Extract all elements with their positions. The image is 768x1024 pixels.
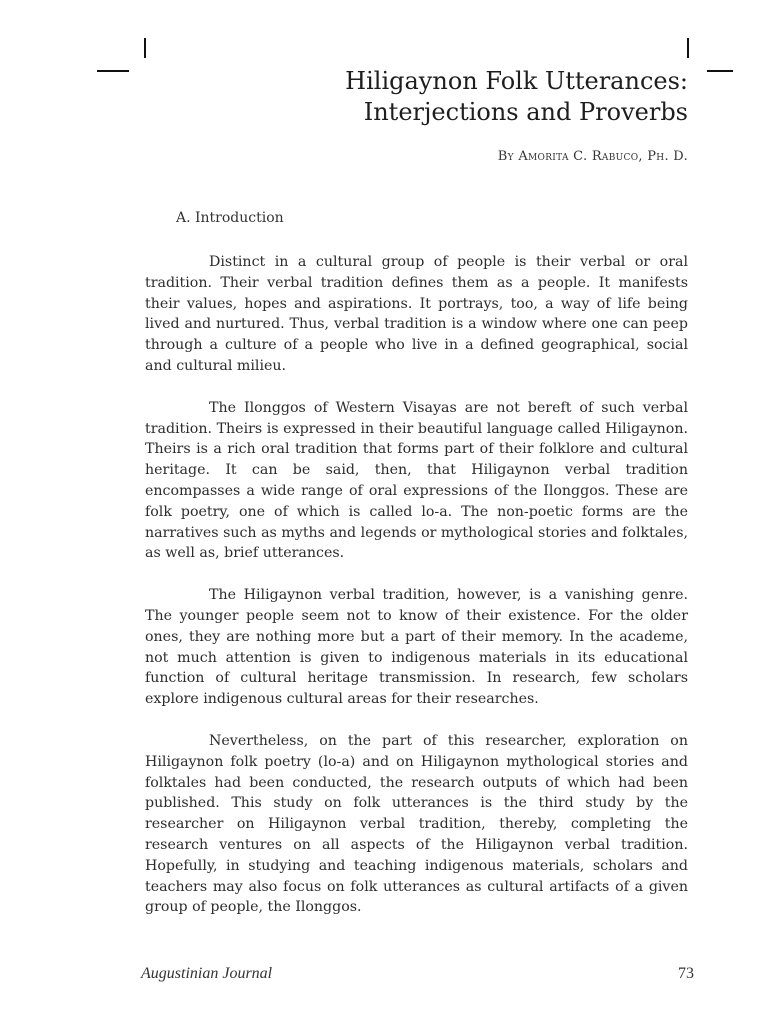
title-line-2: Interjections and Proverbs	[363, 98, 688, 126]
footer-page-number: 73	[678, 965, 694, 982]
article-body	[145, 252, 688, 939]
paragraph-2: The Ilonggos of Western Visayas are not bereft of such verbal tradition. Theirs is expressed in their beautiful language called Hiligaynon. Theirs is a rich oral tradition that forms part of their folklore and cultural heritage. It can be said, then, that Hiligaynon verbal tradition encompasses a wide range of oral expressions of the Ilonggos. These are folk poetry, one of which is called lo-a. The non-poetic forms are the narratives such as myths and legends or mythological stories and folktales, as well as, brief utterances.	[145, 399, 688, 562]
title-line-1: Hiligaynon Folk Utterances:	[345, 67, 688, 95]
paragraph-1: Distinct in a cultural group of people is their verbal or oral tradition. Their verbal tradition defines them as a people. It manifests their values, hopes and aspirations. It portrays, too, a way of life being lived and nurtured. Thus, verbal tradition is a window where one can peep through a culture of a people who live in a defined geographical, social and cultural milieu.	[145, 254, 688, 374]
paragraph-3: The Hiligaynon verbal tradition, however, is a vanishing genre. The younger people seem not to know of their existence. For the older ones, they are nothing more but a part of their memory. In the academe, not much attention is given to indigenous materials in its educational function of cultural heritage transmission. In research, few scholars explore indigenous cultural areas for their researches.	[145, 587, 688, 708]
crop-mark-top-left-horizontal	[97, 70, 129, 72]
section-heading: A. Introduction	[176, 210, 284, 226]
author-byline: By Amorita C. Rabuco, Ph. D.	[497, 149, 688, 164]
footer-journal-name: Augustinian Journal	[141, 965, 273, 982]
article-title	[168, 66, 688, 128]
paragraph-4: Nevertheless, on the part of this researcher, exploration on Hiligaynon folk poetry (lo-a) and on Hiligaynon mythological stories and folktales had been conducted, the research outputs of which had been published. This study on folk utterances is the third study by the researcher on Hiligaynon verbal tradition, thereby, completing the research ventures on all aspects of the Hiligaynon verbal tradition. Hopefully, in studying and teaching indigenous materials, scholars and teachers may also focus on folk utterances as cultural artifacts of a given group of people, the Ilonggos.	[145, 732, 688, 916]
crop-mark-top-left-vertical	[144, 38, 146, 58]
crop-mark-top-right-vertical	[687, 38, 689, 58]
crop-mark-top-right-horizontal	[707, 70, 733, 72]
